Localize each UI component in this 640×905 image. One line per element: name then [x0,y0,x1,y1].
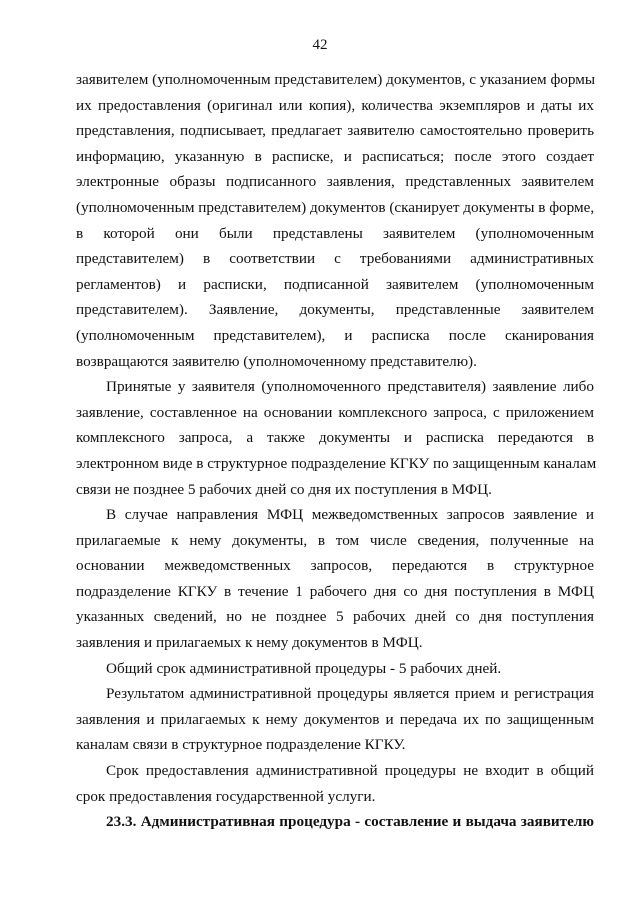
text-line: (уполномоченным представителем) документов (сканирует документы в форме, [76,198,595,216]
text-line: срок предоставления государственной услуги. [76,787,376,805]
text-line: в которой они были представлены заявителем (уполномоченным [76,224,594,242]
text-line: Результатом административной процедуры является прием и регистрация [106,685,594,703]
text-line: Общий срок административной процедуры - 5 рабочих дней. [106,659,502,677]
text-line: комплексного запроса, а также документы и расписка передаются в [76,429,594,447]
text-line: представителем). Заявление, документы, представленные заявителем [76,301,594,319]
text-line: электронные образы подписанного заявления, представленных заявителем [76,173,594,191]
document-body [76,67,597,835]
text-line: регламентов) и расписки, подписанной заявителем (уполномоченным [76,275,594,293]
text-line: основании межведомственных запросов, передаются в структурное [76,557,594,575]
page-number: 42 [312,37,328,53]
text-line: представления, подписывает, предлагает заявителю самостоятельно проверить [76,122,594,140]
text-line: каналам связи в структурное подразделение КГКУ. [76,736,406,754]
text-line: заявления и прилагаемых к нему документов и передача их по защищенным [76,710,594,728]
text-line: указанных сведений, но не позднее 5 рабочих дней со дня поступления [76,608,594,626]
text-line: заявление, составленное на основании комплексного запроса, с приложением [76,403,594,421]
text-line: их предоставления (оригинал или копия), количества экземпляров и даты их [76,96,594,114]
text-line: прилагаемые к нему документы, в том числе сведения, полученные на [76,531,594,549]
text-line: заявления и прилагаемых к нему документов в МФЦ. [76,634,423,652]
text-line: подразделение КГКУ в течение 1 рабочего дня со дня поступления в МФЦ [76,582,594,600]
text-line: Принятые у заявителя (уполномоченного представителя) заявление либо [106,378,594,396]
text-line: представителем) в соответствии с требованиями административных [76,250,594,268]
text-line: связи не позднее 5 рабочих дней со дня их поступления в МФЦ. [76,480,492,498]
text-line: Срок предоставления административной процедуры не входит в общий [106,762,594,780]
text-line: электронном виде в структурное подразделение КГКУ по защищенным каналам [76,454,597,472]
section-heading: 23.3. Административная процедура - составление и выдача заявителю [106,813,594,831]
text-line: информацию, указанную в расписке, и расписаться; после этого создает [76,147,594,165]
text-line: заявителем (уполномоченным представителем) документов, с указанием формы [76,71,596,88]
text-line: В случае направления МФЦ межведомственных запросов заявление и [106,506,594,524]
text-line: возвращаются заявителю (уполномоченному представителю). [76,352,477,370]
text-line: (уполномоченным представителем), и расписка после сканирования [76,326,594,344]
